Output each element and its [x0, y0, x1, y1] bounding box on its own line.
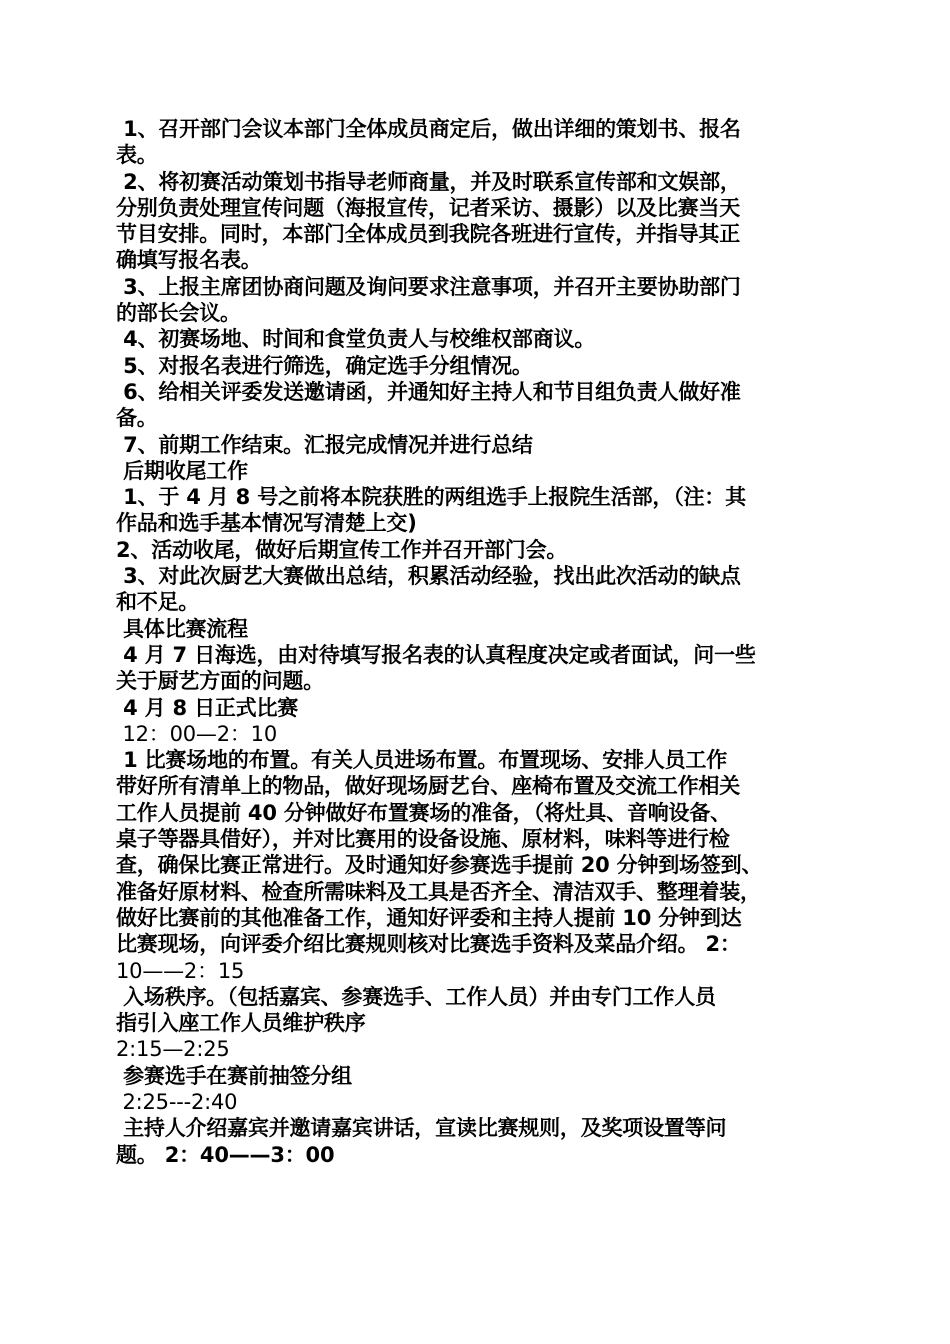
- text-line: 12：00—2：10: [116, 721, 278, 746]
- text-line: 准备好原材料、检查所需味料及工具是否齐全、清洁双手、整理着装，: [116, 879, 761, 904]
- text-line: 1、召开部门会议本部门全体成员商定后，做出详细的策划书、报名: [116, 117, 741, 141]
- text-line: 带好所有清单上的物品，做好现场厨艺台、座椅布置及交流工作相关: [116, 774, 740, 799]
- text-line: 5、对报名表进行筛选，确定选手分组情况。: [116, 353, 533, 378]
- text-line: 2、活动收尾，做好后期宣传工作并召开部门会。: [116, 537, 568, 562]
- text-line: 参赛选手在赛前抽签分组: [116, 1063, 352, 1088]
- text-line: 作品和选手基本情况写清楚上交): [116, 511, 417, 536]
- document-body: [116, 116, 846, 1168]
- text-line: 1、于 4 月 8 号之前将本院获胜的两组选手上报院生活部，（注：其: [116, 485, 746, 510]
- text-line: 7、前期工作结束。汇报完成情况并进行总结: [116, 432, 533, 457]
- text-line: 4 月 8 日正式比赛: [116, 695, 299, 720]
- text-line: 主持人介绍嘉宾并邀请嘉宾讲话，宣读比赛规则，及奖项设置等问: [116, 1116, 727, 1141]
- text-line: 10——2：15: [116, 958, 245, 983]
- text-line: 分别负责处理宣传问题（海报宣传，记者采访、摄影）以及比赛当天: [116, 195, 740, 220]
- text-line: 4、初赛场地、时间和食堂负责人与校维权部商议。: [116, 327, 596, 352]
- text-line: 3、上报主席团协商问题及询问要求注意事项，并召开主要协助部门: [116, 274, 741, 299]
- text-line: 2、将初赛活动策划书指导老师商量，并及时联系宣传部和文娱部，: [116, 169, 741, 194]
- text-line: 题。 2：40——3：00: [116, 1142, 335, 1167]
- text-line: 后期收尾工作: [116, 458, 248, 483]
- text-line: 比赛现场，向评委介绍比赛规则核对比赛选手资料及菜品介绍。 2：: [116, 932, 741, 957]
- text-line: 确填写报名表。: [116, 248, 262, 273]
- text-line: 查，确保比赛正常进行。及时通知好参赛选手提前 20 分钟到场签到、: [116, 853, 763, 878]
- text-line: 桌子等器具借好），并对比赛用的设备设施、原材料，味料等进行检: [116, 827, 730, 852]
- text-line: 1 比赛场地的布置。有关人员进场布置。布置现场、安排人员工作: [116, 748, 728, 773]
- text-line: 3、对此次厨艺大赛做出总结，积累活动经验，找出此次活动的缺点: [116, 564, 741, 589]
- text-line: 指引入座工作人员维护秩序: [116, 1011, 366, 1036]
- text-line: 关于厨艺方面的问题。: [116, 669, 324, 694]
- text-line: 表。: [116, 143, 158, 168]
- text-line: 节目安排。同时，本部门全体成员到我院各班进行宣传，并指导其正: [116, 222, 740, 247]
- text-line: 和不足。: [116, 590, 200, 615]
- text-line: 4 月 7 日海选，由对待填写报名表的认真程度决定或者面试，问一些: [116, 642, 756, 667]
- text-line: 做好比赛前的其他准备工作，通知好评委和主持人提前 10 分钟到达: [116, 905, 742, 930]
- text-line: 工作人员提前 40 分钟做好布置赛场的准备，（将灶具、音响设备、: [116, 800, 731, 825]
- text-line: 2:15—2:25: [116, 1037, 230, 1062]
- text-line: 具体比赛流程: [116, 616, 248, 641]
- text-line: 备。: [116, 406, 158, 431]
- text-line: 的部长会议。: [116, 301, 241, 326]
- text-line: 入场秩序。（包括嘉宾、参赛选手、工作人员）并由专门工作人员: [116, 984, 716, 1009]
- text-line: 2:25---2:40: [116, 1089, 238, 1114]
- text-line: 6、给相关评委发送邀请函，并通知好主持人和节目组负责人做好准: [116, 379, 741, 404]
